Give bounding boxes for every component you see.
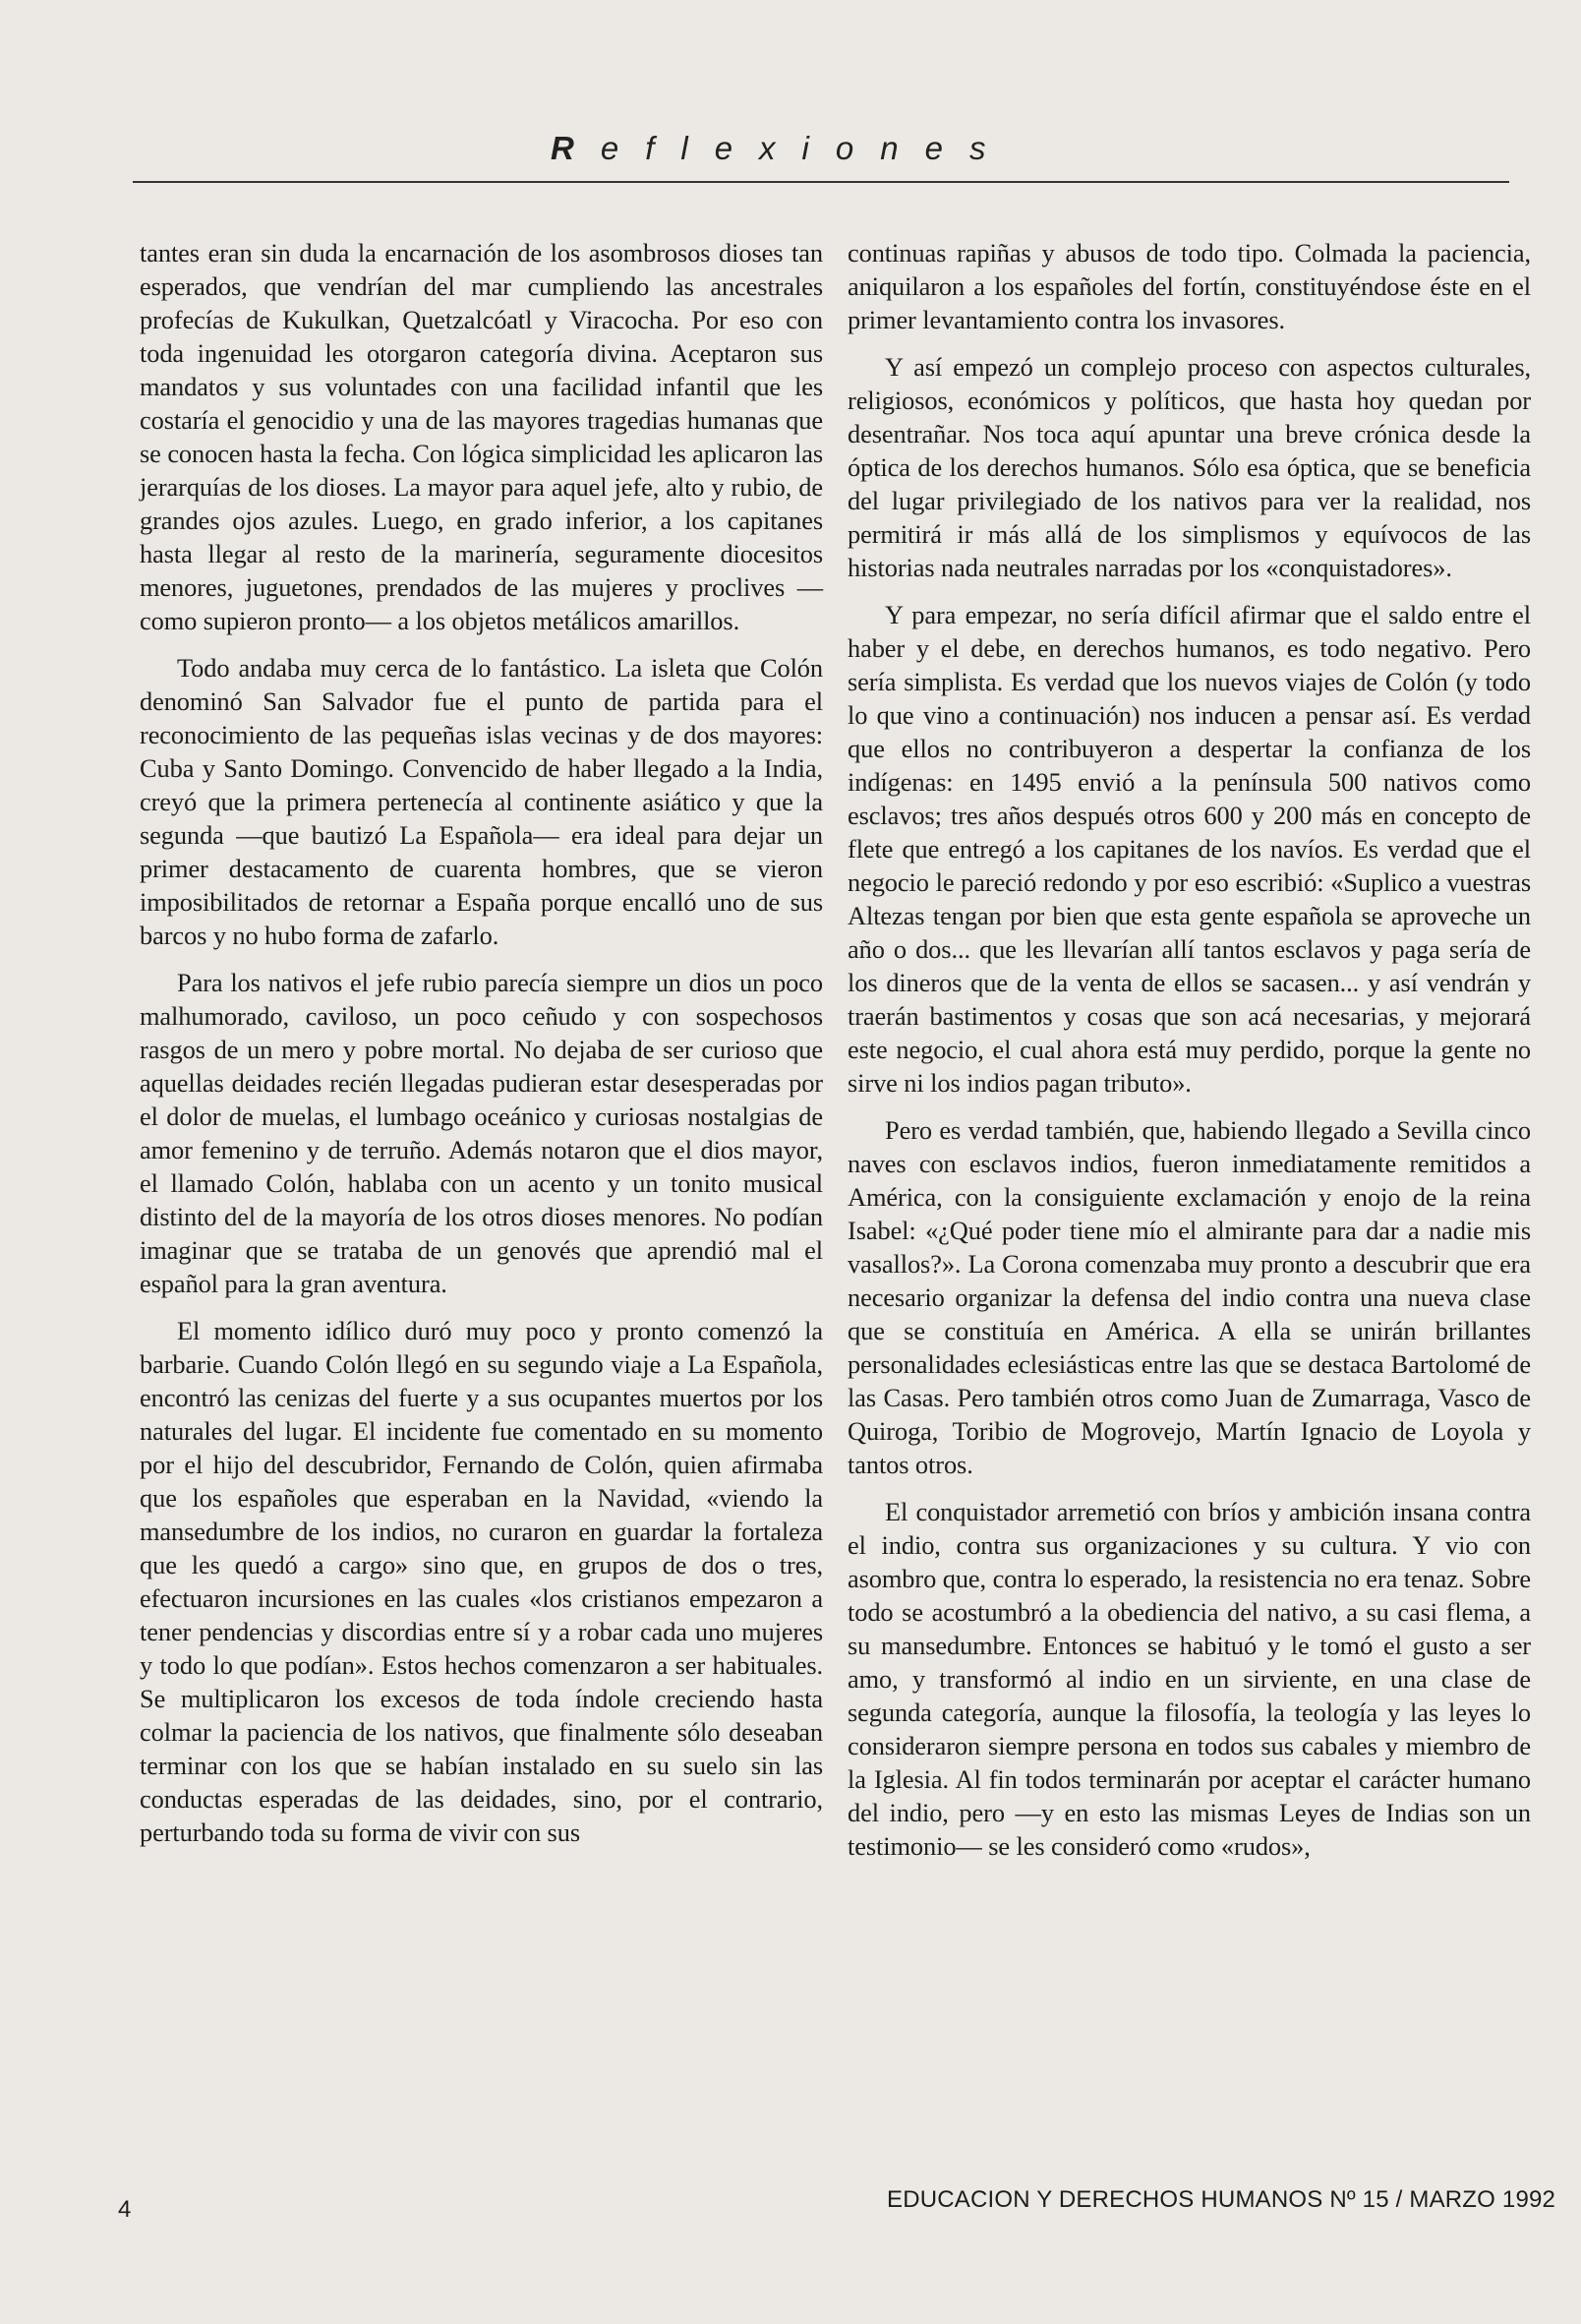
section-header xyxy=(551,130,1012,167)
paragraph: Y así empezó un complejo proceso con aspectos culturales, religiosos, económicos y políticos, que hasta hoy quedan por desentrañar. Nos toca aquí apuntar una breve crónica desde la óptica de los derechos humanos. Sólo esa óptica, que se beneficia del lugar privilegiado de los nativos para ver la realidad, nos permitirá ir más allá de los simplismos y equívocos de las historias nada neutrales narradas por los «conquistadores». xyxy=(848,352,1531,582)
paragraph: Pero es verdad también, que, habiendo llegado a Sevilla cinco naves con esclavos indios, fueron inmediatamente remitidos a América, con la consiguiente exclamación y enojo de la reina Isabel: «¿Qué poder tiene mío el almirante para dar a nadie mis vasallos?». La Corona comenzaba muy pronto a descubrir que era necesario organizar la defensa del indio contra una nueva clase que se constituía en América. A ella se unirán brillantes personalidades eclesiásticas entre las que se destaca Bartolomé de las Casas. Pero también otros como Juan de Zumarraga, Vasco de Quiroga, Toribio de Mogrovejo, Martín Ignacio de Loyola y tantos otros. xyxy=(848,1115,1531,1479)
right-column xyxy=(848,236,1531,1877)
page-number: 4 xyxy=(118,2196,132,2223)
paragraph: El conquistador arremetió con bríos y ambición insana contra el indio, contra sus organizaciones y su cultura. Y vio con asombro que, contra lo esperado, la resistencia no era tenaz. Sobre todo se acostumbró a la obediencia del nativo, a su casi flema, a su mansedumbre. Entonces se habituó y le tomó el gusto a ser amo, y transformó al indio en un sirviente, en una clase de segunda categoría, aunque la filosofía, la teología y las leyes lo consideraron siempre persona en todos sus cabales y miembro de la Iglesia. Al fin todos terminarán por aceptar el carácter humano del indio, pero —y en esto las mismas Leyes de Indias son un testimonio— se les consideró como «rudos», xyxy=(848,1497,1531,1861)
header-rest: eflexiones xyxy=(600,130,1013,166)
paragraph: El momento idílico duró muy poco y pronto comenzó la barbarie. Cuando Colón llegó en su segundo viaje a La Española, encontró las cenizas del fuerte y a sus ocupantes muertos por los naturales del lugar. El incidente fue comentado en su momento por el hijo del descubridor, Fernando de Colón, quien afirmaba que los españoles que esperaban en la Navidad, «viendo la mansedumbre de los indios, no curaron en guardar la fortaleza que les quedó a cargo» sino que, en grupos de dos o tres, efectuaron incursiones en las cuales «los cristianos empezaron a tener pendencias y discordias entre sí y a robar cada uno mujeres y todo lo que podían». Estos hechos comenzaron a ser habituales. Se multiplicaron los excesos de toda índole creciendo hasta colmar la paciencia de los nativos, que finalmente sólo deseaban terminar con los que se habían instalado en su suelo sin las conductas esperadas de las deidades, sino, por el contrario, perturbando toda su forma de vivir con sus xyxy=(140,1316,823,1847)
header-rule xyxy=(133,181,1509,183)
header-initial: R xyxy=(551,130,601,166)
publication-footer: EDUCACION Y DERECHOS HUMANOS Nº 15 / MARZO 1992 xyxy=(887,2186,1556,2213)
paragraph: Para los nativos el jefe rubio parecía siempre un dios un poco malhumorado, caviloso, un poco ceñudo y con sospechosos rasgos de un mero y pobre mortal. No dejaba de ser curioso que aquellas deidades recién llegadas pudieran estar desesperadas por el dolor de muelas, el lumbago oceánico y curiosas nostalgias de amor femenino y de terruño. Además notaron que el dios mayor, el llamado Colón, hablaba con un acento y un tonito musical distinto del de la mayoría de los otros dioses menores. No podían imaginar que se trataba de un genovés que aprendió mal el español para la gran aventura. xyxy=(140,968,823,1298)
paragraph: tantes eran sin duda la encarnación de los asombrosos dioses tan esperados, que vendrían del mar cumpliendo las ancestrales profecías de Kukulkan, Quetzalcóatl y Viracocha. Por eso con toda ingenuidad les otorgaron categoría divina. Aceptaron sus mandatos y sus voluntades con una facilidad infantil que les costaría el genocidio y una de las mayores tragedias humanas que se conocen hasta la fecha. Con lógica simplicidad les aplicaron las jerarquías de los dioses. La mayor para aquel jefe, alto y rubio, de grandes ojos azules. Luego, en grado inferior, a los capitanes hasta llegar al resto de la marinería, seguramente diocesitos menores, juguetones, prendados de las mujeres y proclives —como supieron pronto— a los objetos metálicos amarillos. xyxy=(140,238,823,635)
left-column xyxy=(140,236,823,1863)
paragraph: continuas rapiñas y abusos de todo tipo. Colmada la paciencia, aniquilaron a los españoles del fortín, constituyéndose éste en el primer levantamiento contra los invasores. xyxy=(848,238,1531,334)
paragraph: Todo andaba muy cerca de lo fantástico. La isleta que Colón denominó San Salvador fue el punto de partida para el reconocimiento de las pequeñas islas vecinas y de dos mayores: Cuba y Santo Domingo. Convencido de haber llegado a la India, creyó que la primera pertenecía al continente asiático y que la segunda —que bautizó La Española— era ideal para dejar un primer destacamento de cuarenta hombres, que se vieron imposibilitados de retornar a España porque encalló uno de sus barcos y no hubo forma de zafarlo. xyxy=(140,653,823,950)
paragraph: Y para empezar, no sería difícil afirmar que el saldo entre el haber y el debe, en derechos humanos, es todo negativo. Pero sería simplista. Es verdad que los nuevos viajes de Colón (y todo lo que vino a continuación) nos inducen a pensar así. Es verdad que ellos no contribuyeron a despertar la confianza de los indígenas: en 1495 envió a la península 500 nativos como esclavos; tres años después otros 600 y 200 más en concepto de flete que entregó a los capitanes de los navíos. Es verdad que el negocio le pareció redondo y por eso escribió: «Suplico a vuestras Altezas tengan por bien que esta gente española se aproveche un año o dos... que les llevarían allí tantos esclavos y paga sería de los dineros que de la venta de ellos se sacasen... y así vendrán y traerán bastimentos y cosas que son acá necesarias, y mejorará este negocio, el cual ahora está muy perdido, porque la gente no sirve ni los indios pagan tributo». xyxy=(848,600,1531,1098)
